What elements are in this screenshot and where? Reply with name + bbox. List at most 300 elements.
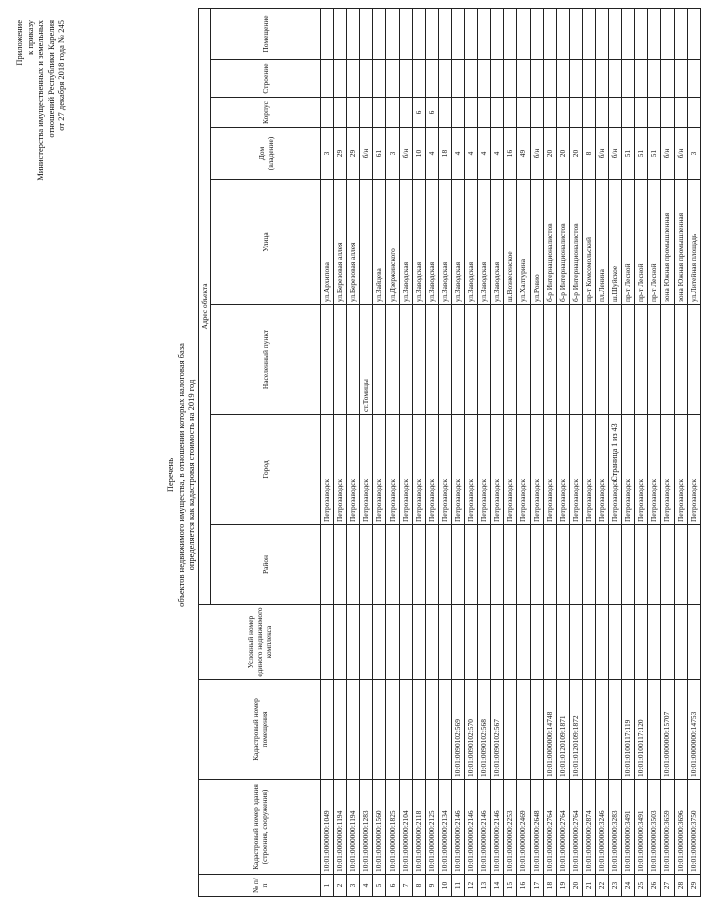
cell-city: Петрозаводск (373, 415, 386, 525)
cell-city: Петрозаводск (399, 415, 412, 525)
cell-city: Петрозаводск (360, 415, 373, 525)
cell-stroenie (491, 60, 504, 98)
cell-settlement: ст.Томицы (360, 305, 373, 415)
cell-street: ул.Архипова (321, 180, 334, 305)
cell-city: Петрозаводск (595, 415, 608, 525)
cell-cad-building: 10:01:0000000:1560 (373, 780, 386, 875)
cell-cad-building: 10:01:0000000:2146 (478, 780, 491, 875)
header-cad-building: Кадастровый номер здания (строения, сооружения) (199, 780, 321, 875)
cell-cond-num (465, 605, 478, 680)
table-row (425, 8, 438, 896)
cell-num: 23 (609, 875, 622, 897)
cell-cad-building: 10:01:0000000:2764 (556, 780, 569, 875)
cell-cond-num (582, 605, 595, 680)
cell-settlement (687, 305, 700, 415)
cell-house: 4 (465, 128, 478, 180)
cell-house: б/н (360, 128, 373, 180)
cell-settlement (556, 305, 569, 415)
table-row (504, 8, 517, 896)
cell-num: 21 (582, 875, 595, 897)
cell-city: Петрозаводск (635, 415, 648, 525)
cell-street: ул.Березовая аллея (334, 180, 347, 305)
cell-street: ул.Березовая аллея (347, 180, 360, 305)
header-city: Город (211, 415, 321, 525)
cell-settlement (465, 305, 478, 415)
cell-room-number (609, 8, 622, 59)
cell-cad-building: 10:01:0000000:2104 (399, 780, 412, 875)
cell-stroenie (334, 60, 347, 98)
table-row (648, 8, 661, 896)
cell-room-number (648, 8, 661, 59)
cell-room-number (347, 8, 360, 59)
table-row (635, 8, 648, 896)
table-row (465, 8, 478, 896)
cell-cond-num (347, 605, 360, 680)
cell-korpus (399, 98, 412, 128)
cell-stroenie (674, 60, 687, 98)
header-korpus: Корпус (211, 98, 321, 128)
cell-cad-room (321, 680, 334, 780)
table-row (687, 8, 700, 896)
table-row (661, 8, 674, 896)
cell-stroenie (556, 60, 569, 98)
cell-house: б/н (530, 128, 543, 180)
cell-district (465, 525, 478, 605)
cell-num: 7 (399, 875, 412, 897)
cell-cond-num (504, 605, 517, 680)
cell-house: 4 (451, 128, 464, 180)
cell-korpus (622, 98, 635, 128)
document-subtitle-line: определяется как кадастровая стоимость на 2019 год (186, 379, 196, 571)
cell-street: б-р Интернационалистов (556, 180, 569, 305)
cell-cad-building: 10:01:0000000:3659 (661, 780, 674, 875)
cell-house: 3 (321, 128, 334, 180)
cell-cad-building: 10:01:0000000:2146 (465, 780, 478, 875)
cell-street: ул.Дзержинского (386, 180, 399, 305)
table-row (582, 8, 595, 896)
header-street: Улица (211, 180, 321, 305)
cell-korpus (478, 98, 491, 128)
cell-street: ул.Заводская (438, 180, 451, 305)
cell-num: 14 (491, 875, 504, 897)
cell-district (438, 525, 451, 605)
cell-stroenie (504, 60, 517, 98)
cell-street: зона Южная промышленная (661, 180, 674, 305)
cell-num: 6 (386, 875, 399, 897)
cell-stroenie (399, 60, 412, 98)
approval-line: к приказу (24, 20, 35, 55)
cell-room-number (556, 8, 569, 59)
cell-cond-num (412, 605, 425, 680)
cell-settlement (530, 305, 543, 415)
cell-city: Петрозаводск (582, 415, 595, 525)
cell-settlement (622, 305, 635, 415)
cell-city: Петрозаводск (321, 415, 334, 525)
cell-cad-building: 10:01:0000000:2118 (412, 780, 425, 875)
cell-street: зона Южная промышленная (674, 180, 687, 305)
cell-stroenie (648, 60, 661, 98)
cell-cad-room (595, 680, 608, 780)
cell-street: ш.Вознесенское (504, 180, 517, 305)
cell-settlement (386, 305, 399, 415)
cell-house: 20 (543, 128, 556, 180)
cell-district (504, 525, 517, 605)
cell-cad-room: 10:01:0100117:119 (622, 680, 635, 780)
cell-house: 4 (491, 128, 504, 180)
cell-city: Петрозаводск (465, 415, 478, 525)
table-row (478, 8, 491, 896)
cell-cad-room (504, 680, 517, 780)
cell-stroenie (622, 60, 635, 98)
cell-street: ул.Заводская (451, 180, 464, 305)
cell-settlement (635, 305, 648, 415)
cell-city: Петрозаводск (569, 415, 582, 525)
cell-cad-building: 10:01:0000000:2764 (543, 780, 556, 875)
cell-korpus (386, 98, 399, 128)
cell-korpus (609, 98, 622, 128)
cell-room-number (569, 8, 582, 59)
cell-korpus (360, 98, 373, 128)
cell-cad-building: 10:01:0000000:2874 (582, 780, 595, 875)
cell-num: 19 (556, 875, 569, 897)
cell-district (674, 525, 687, 605)
document-subtitle-line: объектов недвижимого имущества, в отношении которых налоговая база (175, 343, 186, 607)
cell-cad-room (648, 680, 661, 780)
cell-cad-building: 10:01:0000000:2764 (569, 780, 582, 875)
cell-district (582, 525, 595, 605)
table-row (334, 8, 347, 896)
cell-cad-room (360, 680, 373, 780)
cell-korpus (504, 98, 517, 128)
cell-num: 25 (635, 875, 648, 897)
cell-cad-building: 10:01:0000000:3491 (635, 780, 648, 875)
cell-cad-building: 10:01:0000000:3283 (609, 780, 622, 875)
cell-city: Петрозаводск (386, 415, 399, 525)
cell-cad-building: 10:01:0000000:2125 (425, 780, 438, 875)
cell-district (622, 525, 635, 605)
cell-cad-room: 10:01:0090102:568 (478, 680, 491, 780)
cell-city: Петрозаводск (451, 415, 464, 525)
cell-cond-num (491, 605, 504, 680)
cell-cad-building: 10:01:0000000:1194 (347, 780, 360, 875)
table-row (373, 8, 386, 896)
cell-korpus (648, 98, 661, 128)
cell-room-number (491, 8, 504, 59)
cell-settlement (569, 305, 582, 415)
cell-stroenie (347, 60, 360, 98)
cell-room-number (582, 8, 595, 59)
approval-line: Министерства имущественных и земельных (35, 20, 45, 181)
cell-num: 28 (674, 875, 687, 897)
table-row (491, 8, 504, 896)
cell-korpus (491, 98, 504, 128)
cell-district (321, 525, 334, 605)
cell-num: 9 (425, 875, 438, 897)
cell-street: пр-т Лесной (635, 180, 648, 305)
cell-cad-room (609, 680, 622, 780)
cell-city: Петрозаводск (622, 415, 635, 525)
cell-city: Петрозаводск (661, 415, 674, 525)
cell-district (386, 525, 399, 605)
cell-korpus (451, 98, 464, 128)
cell-house: 20 (556, 128, 569, 180)
cell-cad-room (425, 680, 438, 780)
cell-cond-num (622, 605, 635, 680)
cell-settlement (674, 305, 687, 415)
table-row (530, 8, 543, 896)
cell-cad-room: 10:01:0000000:15707 (661, 680, 674, 780)
cell-stroenie (425, 60, 438, 98)
cell-cond-num (556, 605, 569, 680)
cell-num: 5 (373, 875, 386, 897)
cell-cond-num (648, 605, 661, 680)
cell-stroenie (465, 60, 478, 98)
cell-street: пл.Ленина (595, 180, 608, 305)
cell-cad-building: 10:01:0000000:2253 (504, 780, 517, 875)
cell-room-number (399, 8, 412, 59)
cell-settlement (412, 305, 425, 415)
cell-district (347, 525, 360, 605)
cell-settlement (595, 305, 608, 415)
cell-num: 26 (648, 875, 661, 897)
cell-settlement (478, 305, 491, 415)
cell-house: б/н (609, 128, 622, 180)
cell-district (360, 525, 373, 605)
cell-cad-building: 10:01:0000000:1194 (334, 780, 347, 875)
cell-cad-building: 10:01:0000000:3750 (687, 780, 700, 875)
cell-korpus (569, 98, 582, 128)
cell-num: 27 (661, 875, 674, 897)
cell-num: 15 (504, 875, 517, 897)
cell-cad-room (347, 680, 360, 780)
header-district: Район (211, 525, 321, 605)
cell-room-number (321, 8, 334, 59)
cell-num: 2 (334, 875, 347, 897)
cell-street: ул.Заводская (425, 180, 438, 305)
cell-room-number (635, 8, 648, 59)
cell-district (334, 525, 347, 605)
cell-room-number (465, 8, 478, 59)
cell-stroenie (360, 60, 373, 98)
cell-street: ул.Заводская (478, 180, 491, 305)
cell-house: б/н (674, 128, 687, 180)
table-row (569, 8, 582, 896)
cell-num: 4 (360, 875, 373, 897)
cell-district (491, 525, 504, 605)
cell-cond-num (360, 605, 373, 680)
table-row (412, 8, 425, 896)
cell-city: Петрозаводск (347, 415, 360, 525)
cell-cad-building: 10:01:0000000:3491 (622, 780, 635, 875)
cell-stroenie (595, 60, 608, 98)
cell-cad-room: 10:01:0120109:1872 (569, 680, 582, 780)
cell-num: 24 (622, 875, 635, 897)
header-house: Дом (владение) (211, 128, 321, 180)
table-row (386, 8, 399, 896)
table-row (451, 8, 464, 896)
approval-line: от 27 декабря 2018 года № 245 (56, 20, 66, 131)
cell-cad-room (582, 680, 595, 780)
cell-num: 16 (517, 875, 530, 897)
cell-cad-room: 10:01:0100117:120 (635, 680, 648, 780)
approval-block (14, 20, 67, 280)
cell-settlement (321, 305, 334, 415)
cell-settlement (334, 305, 347, 415)
cell-room-number (622, 8, 635, 59)
cell-korpus (543, 98, 556, 128)
cell-district (595, 525, 608, 605)
cell-stroenie (661, 60, 674, 98)
cell-house: 3 (687, 128, 700, 180)
cell-korpus (595, 98, 608, 128)
table-row (674, 8, 687, 896)
cell-cond-num (438, 605, 451, 680)
cell-korpus: 6 (412, 98, 425, 128)
cell-room-number (517, 8, 530, 59)
cell-cad-room (412, 680, 425, 780)
cell-room-number (334, 8, 347, 59)
cell-cad-room: 10:01:0000000:14748 (543, 680, 556, 780)
cell-cond-num (530, 605, 543, 680)
cell-settlement (661, 305, 674, 415)
cell-korpus (530, 98, 543, 128)
cell-korpus (674, 98, 687, 128)
cell-num: 22 (595, 875, 608, 897)
cell-cad-room (517, 680, 530, 780)
cell-korpus (582, 98, 595, 128)
cell-stroenie (321, 60, 334, 98)
cell-cad-room: 10:01:0090102:567 (491, 680, 504, 780)
cell-house: 10 (412, 128, 425, 180)
cell-num: 3 (347, 875, 360, 897)
cell-room-number (478, 8, 491, 59)
cell-korpus (517, 98, 530, 128)
cell-stroenie (635, 60, 648, 98)
cell-district (530, 525, 543, 605)
cell-street: ул.Халтурина (517, 180, 530, 305)
cell-cond-num (386, 605, 399, 680)
cell-room-number (386, 8, 399, 59)
cell-city: Петрозаводск (334, 415, 347, 525)
cell-district (687, 525, 700, 605)
cell-cond-num (321, 605, 334, 680)
cell-house: 8 (582, 128, 595, 180)
cell-district (648, 525, 661, 605)
cell-district (661, 525, 674, 605)
cell-room-number (543, 8, 556, 59)
table-row (347, 8, 360, 896)
header-cond-num: Условный номер единого недвижимого комплекса (199, 605, 321, 680)
cell-cad-building: 10:01:0000000:2146 (451, 780, 464, 875)
cell-korpus (334, 98, 347, 128)
cell-district (478, 525, 491, 605)
cell-stroenie (451, 60, 464, 98)
cell-korpus (465, 98, 478, 128)
cell-stroenie (478, 60, 491, 98)
cell-korpus (635, 98, 648, 128)
cell-settlement (543, 305, 556, 415)
cell-street: ул.Литейная площадь (687, 180, 700, 305)
cell-num: 29 (687, 875, 700, 897)
cell-num: 12 (465, 875, 478, 897)
cell-city: Петрозаводск (687, 415, 700, 525)
cell-room-number (412, 8, 425, 59)
cell-street: ул.Заводская (399, 180, 412, 305)
cell-stroenie (569, 60, 582, 98)
cell-street: пр-т Лесной (648, 180, 661, 305)
cell-num: 18 (543, 875, 556, 897)
cell-cond-num (399, 605, 412, 680)
cell-city: Петрозаводск (491, 415, 504, 525)
cell-cad-room: 10:01:0090102:570 (465, 680, 478, 780)
cell-city: Петрозаводск (478, 415, 491, 525)
table-row (517, 8, 530, 896)
cell-room-number (504, 8, 517, 59)
cell-korpus (556, 98, 569, 128)
cell-cad-room (399, 680, 412, 780)
cell-cond-num (543, 605, 556, 680)
cell-district (543, 525, 556, 605)
cell-cond-num (517, 605, 530, 680)
cell-room-number (425, 8, 438, 59)
cell-cond-num (661, 605, 674, 680)
cell-city: Петрозаводск (504, 415, 517, 525)
cell-cad-room: 10:01:0090102:569 (451, 680, 464, 780)
cell-num: 17 (530, 875, 543, 897)
cell-street: ул.Зайцева (373, 180, 386, 305)
cell-city: Петрозаводск (517, 415, 530, 525)
cell-house: 51 (622, 128, 635, 180)
cell-district (517, 525, 530, 605)
cell-city: Петрозаводск (609, 415, 622, 525)
cell-city: Петрозаводск (438, 415, 451, 525)
cell-district (635, 525, 648, 605)
cell-room-number (661, 8, 674, 59)
cell-street (360, 180, 373, 305)
table-row (556, 8, 569, 896)
cell-house: 3 (386, 128, 399, 180)
cell-stroenie (543, 60, 556, 98)
cell-cond-num (635, 605, 648, 680)
cell-stroenie (438, 60, 451, 98)
cell-district (556, 525, 569, 605)
cell-num: 8 (412, 875, 425, 897)
page-counter: Страница 1 из 43 (610, 423, 619, 482)
cell-street: пр-т Лесной (622, 180, 635, 305)
cell-cad-room (386, 680, 399, 780)
cell-korpus (321, 98, 334, 128)
cell-house: 29 (347, 128, 360, 180)
cell-stroenie (517, 60, 530, 98)
cell-street: ул.Заводская (412, 180, 425, 305)
cell-district (451, 525, 464, 605)
cell-settlement (582, 305, 595, 415)
cell-city: Петрозаводск (556, 415, 569, 525)
cell-cond-num (451, 605, 464, 680)
cell-cad-room (438, 680, 451, 780)
approval-line: отношений Республики Карелия (45, 20, 56, 138)
table-row (399, 8, 412, 896)
cell-korpus (661, 98, 674, 128)
cell-cad-building: 10:01:0000000:1825 (386, 780, 399, 875)
header-cad-room: Кадастровый номер помещения (199, 680, 321, 780)
header-address-group: Адрес объекта (199, 8, 211, 604)
approval-line: Приложение (14, 20, 24, 66)
cell-city: Петрозаводск (543, 415, 556, 525)
cell-stroenie (687, 60, 700, 98)
cell-stroenie (530, 60, 543, 98)
cell-settlement (648, 305, 661, 415)
